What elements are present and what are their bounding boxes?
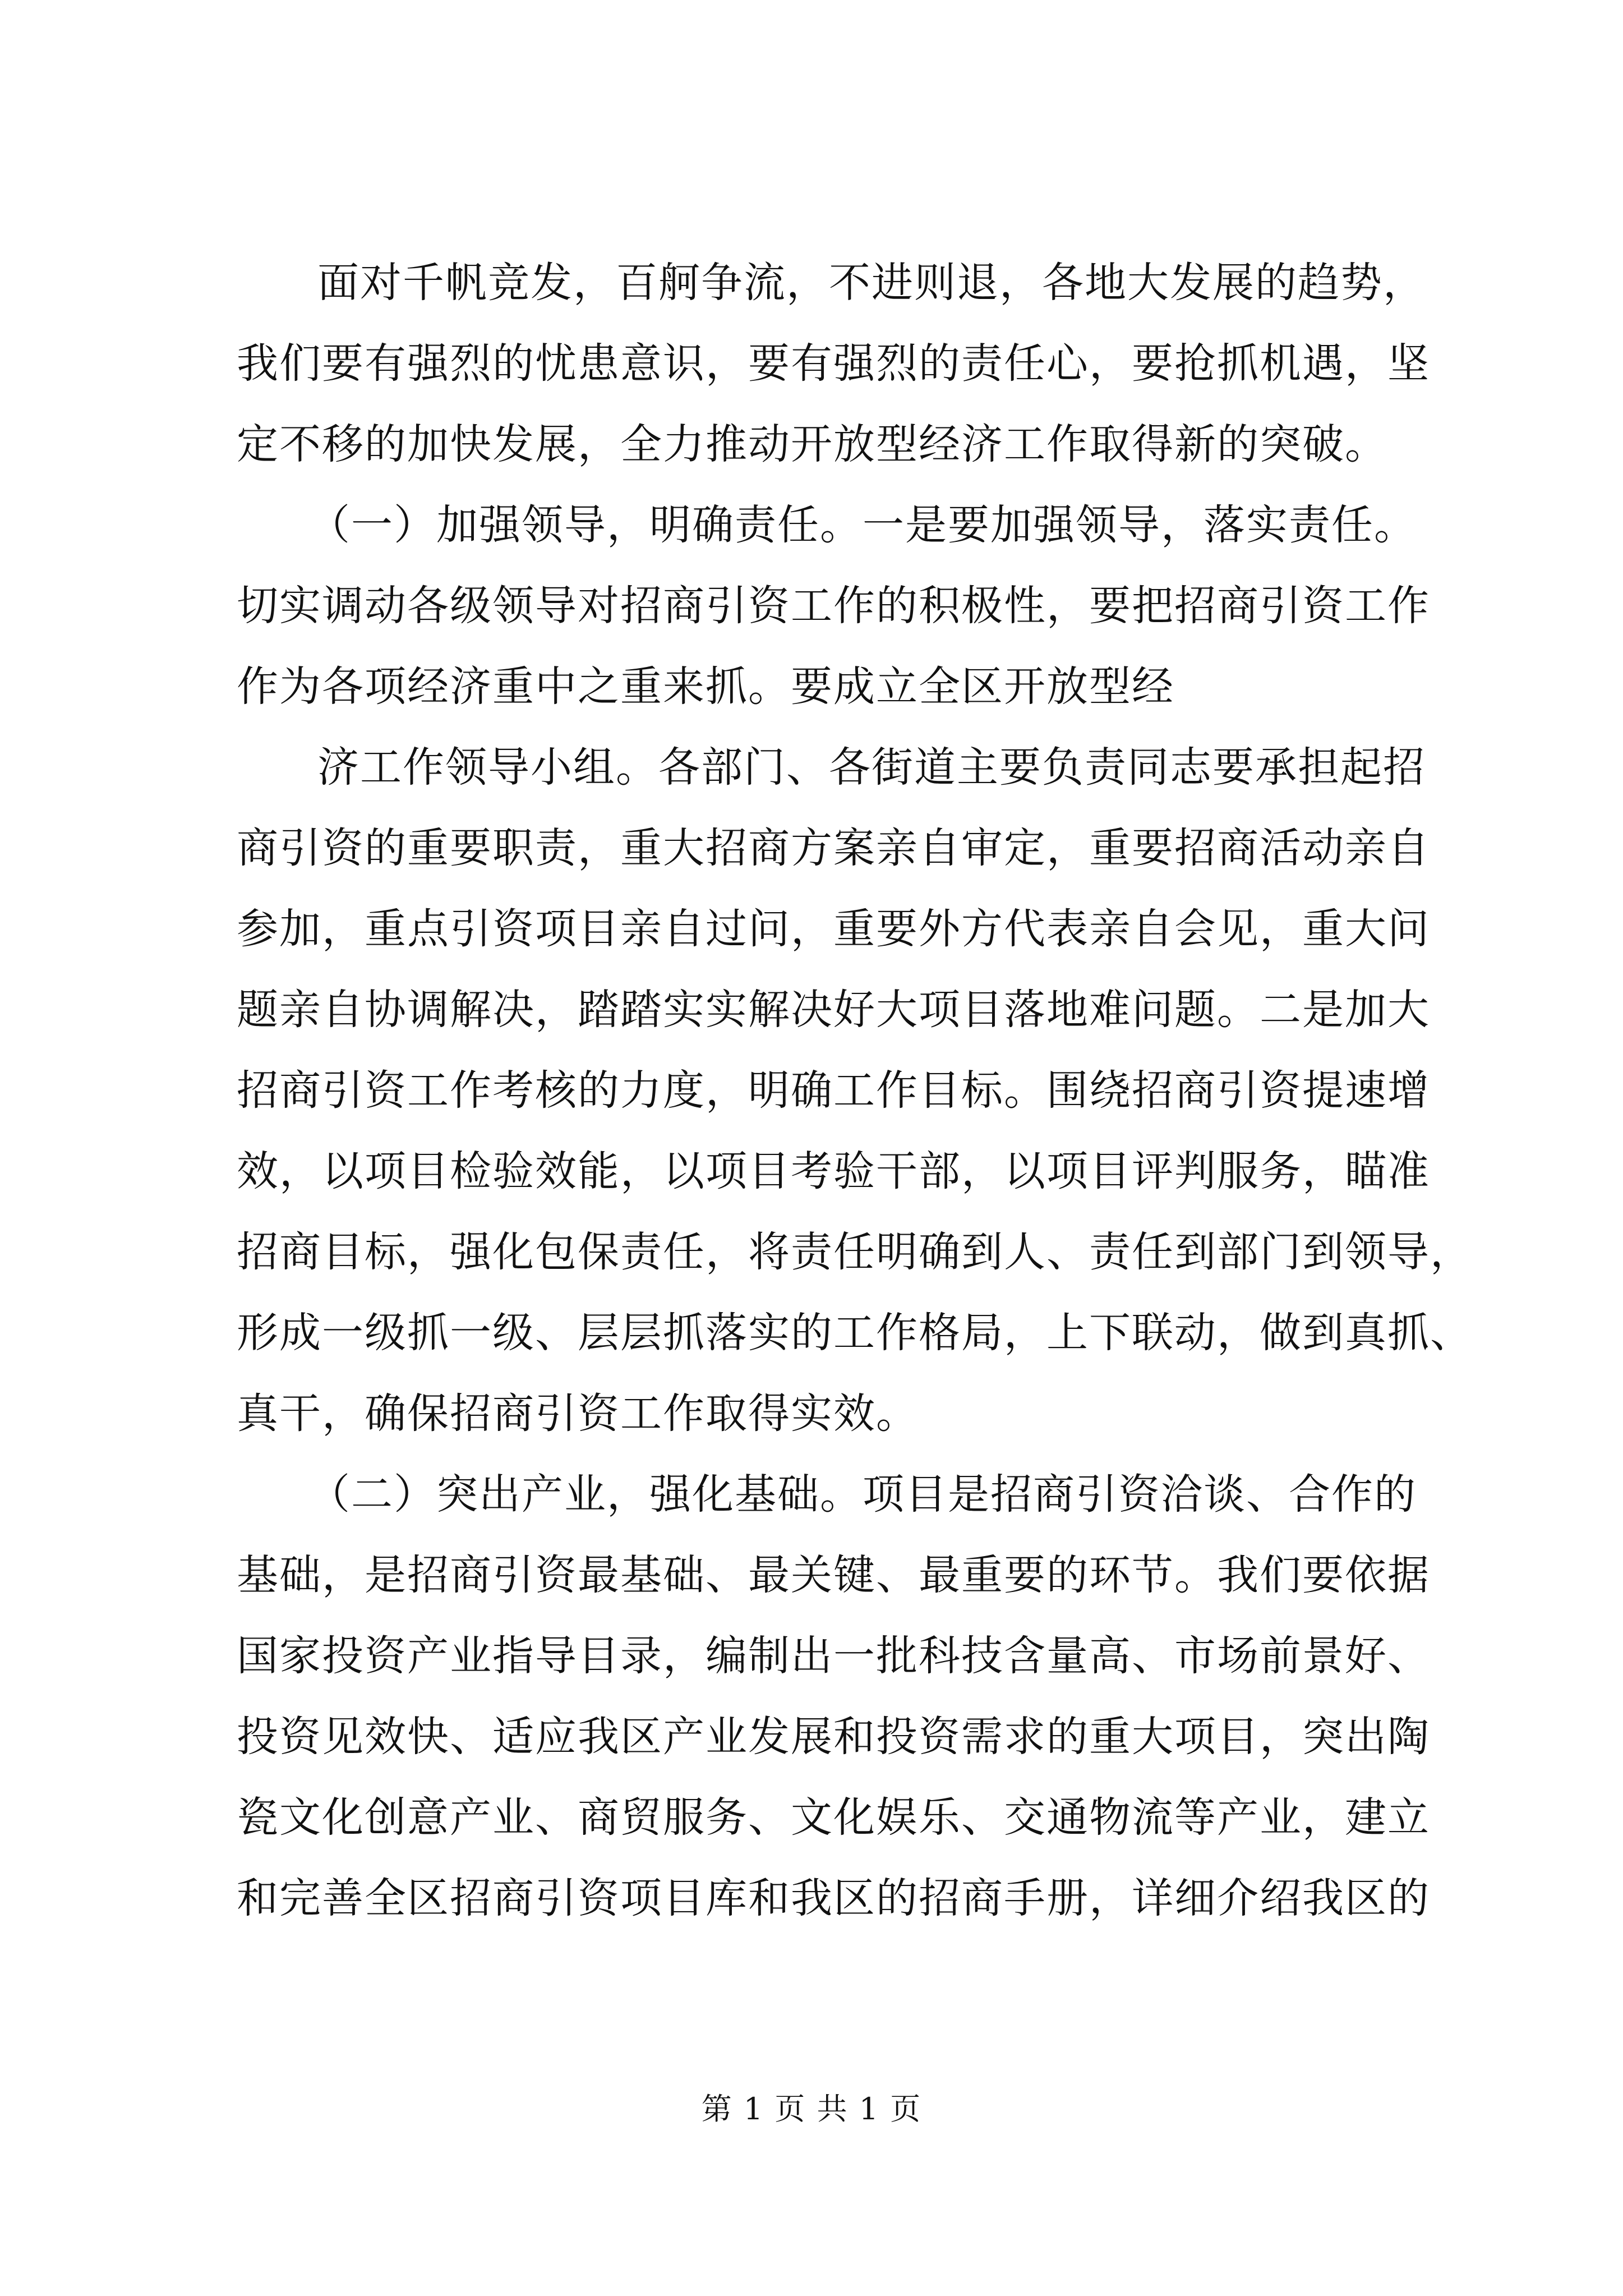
paragraph-line: 真干，确保招商引资工作取得实效。 [237, 1389, 919, 1438]
section-heading-line: （一）加强领导，明确责任。一是要加强领导，落实责任。 [308, 501, 1417, 549]
paragraph-line: 定不移的加快发展，全力推动开放型经济工作取得新的突破。 [237, 420, 1387, 468]
paragraph-line: 济工作领导小组。各部门、各街道主要负责同志要承担起招 [317, 743, 1426, 792]
paragraph-line: 我们要有强烈的忧患意识，要有强烈的责任心，要抢抓机遇，坚 [237, 339, 1430, 388]
paragraph-line: 招商引资工作考核的力度，明确工作目标。围绕招商引资提速增 [237, 1066, 1430, 1115]
section-heading-line: （二）突出产业，强化基础。项目是招商引资洽谈、合作的 [308, 1470, 1417, 1519]
paragraph-line: 效，以项目检验效能，以项目考验干部，以项目评判服务，瞄准 [237, 1147, 1430, 1195]
document-body [237, 242, 1473, 1939]
paragraph-line: 国家投资产业指导目录，编制出一批科技含量高、市场前景好、 [237, 1632, 1430, 1680]
paragraph-line: 招商目标，强化包保责任，将责任明确到人、责任到部门到领导， [237, 1228, 1473, 1276]
paragraph-line: 瓷文化创意产业、商贸服务、文化娱乐、交通物流等产业，建立 [237, 1793, 1430, 1842]
paragraph-line: 商引资的重要职责，重大招商方案亲自审定，重要招商活动亲自 [237, 824, 1430, 872]
paragraph-line: 题亲自协调解决，踏踏实实解决好大项目落地难问题。二是加大 [237, 986, 1430, 1034]
paragraph-line: 基础，是招商引资最基础、最关键、最重要的环节。我们要依据 [237, 1551, 1430, 1599]
paragraph-line: 作为各项经济重中之重来抓。要成立全区开放型经 [237, 662, 1174, 711]
page-number-footer: 第 1 页 共 1 页 [701, 2091, 922, 2127]
paragraph-line: 切实调动各级领导对招商引资工作的积极性，要把招商引资工作 [237, 582, 1430, 630]
paragraph-line: 投资见效快、适应我区产业发展和投资需求的重大项目，突出陶 [237, 1713, 1430, 1761]
paragraph-line: 面对千帆竞发，百舸争流，不进则退，各地大发展的趋势， [317, 259, 1426, 307]
paragraph-line: 参加，重点引资项目亲自过问，重要外方代表亲自会见，重大问 [237, 905, 1430, 953]
paragraph-line: 形成一级抓一级、层层抓落实的工作格局，上下联动，做到真抓、 [237, 1309, 1473, 1357]
paragraph-line: 和完善全区招商引资项目库和我区的招商手册，详细介绍我区的 [237, 1874, 1430, 1922]
